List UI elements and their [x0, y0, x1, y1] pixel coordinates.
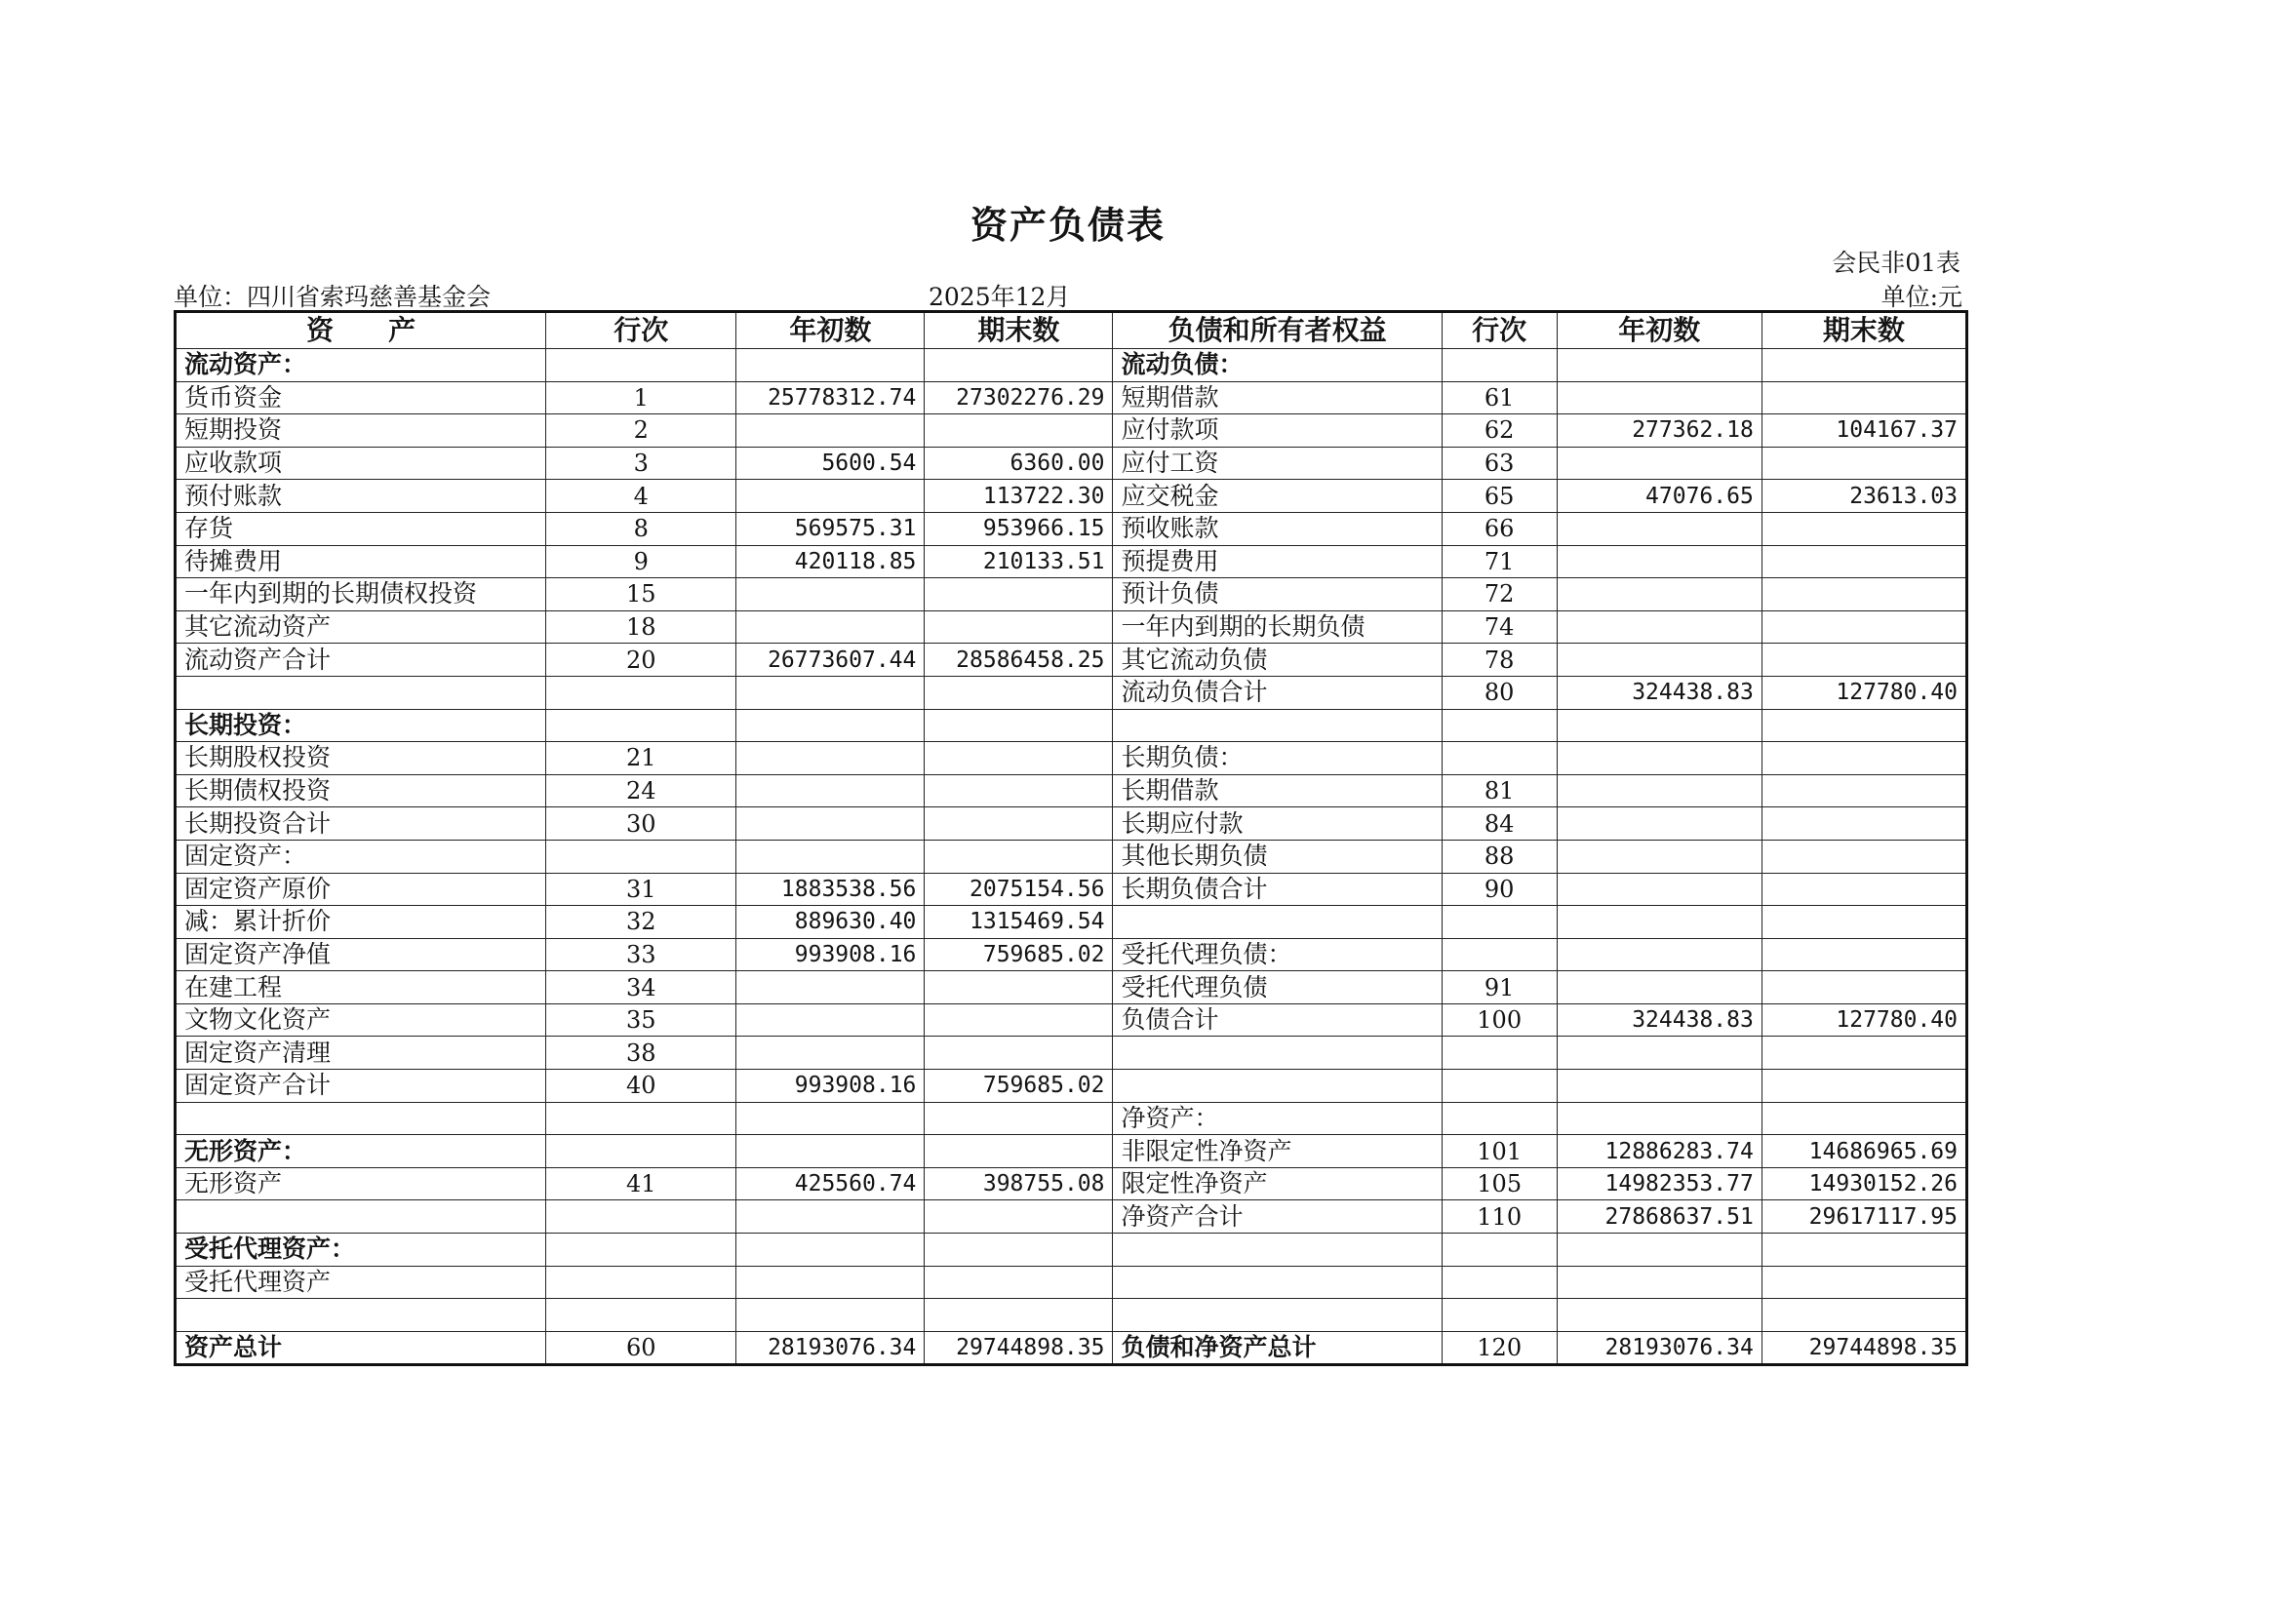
liability-begin-cell	[1557, 512, 1762, 545]
table-row	[176, 349, 1967, 382]
liability-name-cell: 受托代理负债	[1113, 971, 1442, 1004]
table-row	[176, 1070, 1967, 1103]
liability-begin-cell	[1557, 971, 1762, 1004]
liability-line-cell	[1442, 709, 1557, 742]
liability-line-cell: 120	[1442, 1331, 1557, 1365]
liability-begin-cell	[1557, 906, 1762, 939]
liability-line-cell: 66	[1442, 512, 1557, 545]
liability-end-cell	[1762, 1266, 1966, 1299]
liability-begin-cell	[1557, 545, 1762, 578]
asset-begin-cell	[736, 349, 925, 382]
asset-end-cell	[925, 742, 1113, 775]
asset-name-cell: 其它流动资产	[176, 610, 546, 644]
asset-line-cell: 33	[546, 938, 736, 971]
liability-name-cell: 限定性净资产	[1113, 1167, 1442, 1200]
liability-end-cell	[1762, 1102, 1966, 1135]
asset-name-cell: 固定资产清理	[176, 1037, 546, 1070]
liability-line-cell	[1442, 1037, 1557, 1070]
header-liabilities: 负债和所有者权益	[1113, 312, 1442, 349]
liability-name-cell	[1113, 709, 1442, 742]
liability-line-cell: 74	[1442, 610, 1557, 644]
table-row	[176, 644, 1967, 677]
liability-begin-cell	[1557, 610, 1762, 644]
asset-begin-cell: 5600.54	[736, 447, 925, 480]
table-row	[176, 1331, 1967, 1365]
liability-name-cell: 预计负债	[1113, 578, 1442, 611]
liability-line-cell: 100	[1442, 1003, 1557, 1037]
liability-name-cell	[1113, 1037, 1442, 1070]
liability-line-cell: 90	[1442, 873, 1557, 906]
liability-begin-cell	[1557, 709, 1762, 742]
asset-begin-cell	[736, 676, 925, 709]
asset-name-cell: 固定资产合计	[176, 1070, 546, 1103]
asset-line-cell: 4	[546, 480, 736, 513]
asset-name-cell: 固定资产净值	[176, 938, 546, 971]
asset-end-cell	[925, 1003, 1113, 1037]
asset-begin-cell: 889630.40	[736, 906, 925, 939]
liability-name-cell: 长期负债：	[1113, 742, 1442, 775]
liability-name-cell: 流动负债合计	[1113, 676, 1442, 709]
liability-name-cell: 应付款项	[1113, 414, 1442, 448]
liability-line-cell	[1442, 1266, 1557, 1299]
asset-end-cell	[925, 1135, 1113, 1168]
liability-name-cell: 其它流动负债	[1113, 644, 1442, 677]
asset-name-cell: 短期投资	[176, 414, 546, 448]
liability-name-cell	[1113, 1266, 1442, 1299]
liability-end-cell	[1762, 1234, 1966, 1267]
liability-end-cell	[1762, 1037, 1966, 1070]
liability-end-cell	[1762, 644, 1966, 677]
header-line: 行次	[546, 312, 736, 349]
liability-end-cell	[1762, 840, 1966, 873]
asset-begin-cell: 420118.85	[736, 545, 925, 578]
asset-line-cell: 34	[546, 971, 736, 1004]
liability-begin-cell: 277362.18	[1557, 414, 1762, 448]
asset-line-cell: 20	[546, 644, 736, 677]
asset-line-cell	[546, 1266, 736, 1299]
form-code: 会民非01表	[1832, 249, 1960, 277]
table-header-row	[176, 312, 1967, 349]
table-row	[176, 480, 1967, 513]
asset-name-cell: 存货	[176, 512, 546, 545]
asset-line-cell: 31	[546, 873, 736, 906]
asset-begin-cell	[736, 774, 925, 807]
asset-end-cell: 1315469.54	[925, 906, 1113, 939]
asset-line-cell	[546, 676, 736, 709]
header-end-2: 期末数	[1762, 312, 1966, 349]
table-row	[176, 610, 1967, 644]
asset-line-cell	[546, 840, 736, 873]
liability-line-cell: 80	[1442, 676, 1557, 709]
asset-end-cell	[925, 840, 1113, 873]
table-row	[176, 414, 1967, 448]
asset-begin-cell	[736, 578, 925, 611]
liability-end-cell	[1762, 774, 1966, 807]
asset-end-cell	[925, 774, 1113, 807]
asset-end-cell	[925, 1299, 1113, 1332]
asset-name-cell: 减：累计折价	[176, 906, 546, 939]
asset-line-cell: 3	[546, 447, 736, 480]
liability-end-cell: 127780.40	[1762, 1003, 1966, 1037]
liability-end-cell	[1762, 971, 1966, 1004]
liability-begin-cell	[1557, 807, 1762, 841]
header-asset: 资 产	[176, 312, 546, 349]
liability-line-cell: 81	[1442, 774, 1557, 807]
asset-end-cell: 113722.30	[925, 480, 1113, 513]
liability-begin-cell	[1557, 381, 1762, 414]
asset-name-cell: 受托代理资产	[176, 1266, 546, 1299]
table-row	[176, 1266, 1967, 1299]
asset-end-cell	[925, 610, 1113, 644]
asset-begin-cell	[736, 480, 925, 513]
asset-line-cell: 40	[546, 1070, 736, 1103]
liability-end-cell	[1762, 906, 1966, 939]
asset-line-cell	[546, 709, 736, 742]
liability-end-cell: 29617117.95	[1762, 1200, 1966, 1234]
asset-begin-cell	[736, 1200, 925, 1234]
asset-begin-cell	[736, 1234, 925, 1267]
asset-end-cell	[925, 414, 1113, 448]
liability-name-cell: 其他长期负债	[1113, 840, 1442, 873]
asset-name-cell	[176, 1102, 546, 1135]
liability-line-cell: 91	[1442, 971, 1557, 1004]
asset-begin-cell	[736, 709, 925, 742]
liability-line-cell: 61	[1442, 381, 1557, 414]
asset-begin-cell	[736, 1135, 925, 1168]
asset-begin-cell	[736, 742, 925, 775]
asset-end-cell	[925, 1234, 1113, 1267]
liability-begin-cell	[1557, 1037, 1762, 1070]
asset-name-cell: 长期股权投资	[176, 742, 546, 775]
liability-end-cell: 127780.40	[1762, 676, 1966, 709]
liability-end-cell	[1762, 938, 1966, 971]
organization-unit: 单位：四川省索玛慈善基金会	[174, 283, 492, 311]
table-row	[176, 840, 1967, 873]
liability-end-cell	[1762, 381, 1966, 414]
asset-line-cell: 21	[546, 742, 736, 775]
asset-name-cell: 应收款项	[176, 447, 546, 480]
asset-name-cell: 无形资产：	[176, 1135, 546, 1168]
liability-end-cell	[1762, 709, 1966, 742]
asset-line-cell: 38	[546, 1037, 736, 1070]
asset-end-cell	[925, 807, 1113, 841]
liability-name-cell: 长期负债合计	[1113, 873, 1442, 906]
table-row	[176, 906, 1967, 939]
table-row	[176, 1037, 1967, 1070]
liability-begin-cell	[1557, 578, 1762, 611]
asset-end-cell: 27302276.29	[925, 381, 1113, 414]
asset-begin-cell: 425560.74	[736, 1167, 925, 1200]
table-row	[176, 447, 1967, 480]
liability-name-cell	[1113, 906, 1442, 939]
asset-line-cell	[546, 1200, 736, 1234]
table-row	[176, 938, 1967, 971]
liability-line-cell	[1442, 1102, 1557, 1135]
asset-line-cell: 8	[546, 512, 736, 545]
liability-line-cell	[1442, 349, 1557, 382]
balance-sheet-table	[174, 310, 1968, 1366]
liability-end-cell: 14930152.26	[1762, 1167, 1966, 1200]
asset-begin-cell: 993908.16	[736, 1070, 925, 1103]
table-row	[176, 1003, 1967, 1037]
table-body	[176, 349, 1967, 1365]
liability-name-cell: 应付工资	[1113, 447, 1442, 480]
liability-name-cell	[1113, 1299, 1442, 1332]
liability-line-cell	[1442, 938, 1557, 971]
asset-name-cell: 文物文化资产	[176, 1003, 546, 1037]
liability-begin-cell: 27868637.51	[1557, 1200, 1762, 1234]
liability-begin-cell	[1557, 1234, 1762, 1267]
liability-begin-cell	[1557, 1266, 1762, 1299]
liability-end-cell	[1762, 578, 1966, 611]
table-row	[176, 1135, 1967, 1168]
asset-line-cell	[546, 1102, 736, 1135]
asset-end-cell	[925, 971, 1113, 1004]
asset-name-cell: 货币资金	[176, 381, 546, 414]
asset-begin-cell: 28193076.34	[736, 1331, 925, 1365]
asset-begin-cell	[736, 1266, 925, 1299]
liability-line-cell: 72	[1442, 578, 1557, 611]
table-row	[176, 1167, 1967, 1200]
table-row	[176, 578, 1967, 611]
asset-begin-cell: 993908.16	[736, 938, 925, 971]
asset-begin-cell	[736, 1037, 925, 1070]
liability-end-cell	[1762, 807, 1966, 841]
liability-name-cell: 预收账款	[1113, 512, 1442, 545]
liability-name-cell: 短期借款	[1113, 381, 1442, 414]
liability-line-cell: 101	[1442, 1135, 1557, 1168]
header-end: 期末数	[925, 312, 1113, 349]
liability-line-cell	[1442, 1234, 1557, 1267]
liability-begin-cell: 324438.83	[1557, 676, 1762, 709]
liability-end-cell	[1762, 349, 1966, 382]
asset-name-cell	[176, 676, 546, 709]
asset-begin-cell	[736, 414, 925, 448]
asset-begin-cell: 26773607.44	[736, 644, 925, 677]
asset-name-cell: 长期投资合计	[176, 807, 546, 841]
asset-end-cell: 398755.08	[925, 1167, 1113, 1200]
asset-end-cell	[925, 349, 1113, 382]
liability-begin-cell: 324438.83	[1557, 1003, 1762, 1037]
asset-name-cell: 长期投资：	[176, 709, 546, 742]
asset-begin-cell: 569575.31	[736, 512, 925, 545]
asset-name-cell: 在建工程	[176, 971, 546, 1004]
liability-line-cell	[1442, 1299, 1557, 1332]
asset-name-cell	[176, 1200, 546, 1234]
asset-name-cell: 预付账款	[176, 480, 546, 513]
asset-line-cell: 60	[546, 1331, 736, 1365]
table-row	[176, 676, 1967, 709]
table-row	[176, 971, 1967, 1004]
asset-begin-cell: 1883538.56	[736, 873, 925, 906]
liability-begin-cell	[1557, 938, 1762, 971]
liability-name-cell: 长期借款	[1113, 774, 1442, 807]
asset-end-cell: 953966.15	[925, 512, 1113, 545]
liability-begin-cell	[1557, 840, 1762, 873]
liability-end-cell: 29744898.35	[1762, 1331, 1966, 1365]
liability-end-cell	[1762, 447, 1966, 480]
asset-end-cell	[925, 1266, 1113, 1299]
header-begin-2: 年初数	[1557, 312, 1762, 349]
asset-end-cell	[925, 1200, 1113, 1234]
liability-end-cell	[1762, 1070, 1966, 1103]
asset-line-cell: 35	[546, 1003, 736, 1037]
liability-begin-cell: 47076.65	[1557, 480, 1762, 513]
asset-line-cell: 15	[546, 578, 736, 611]
liability-end-cell	[1762, 742, 1966, 775]
asset-line-cell	[546, 349, 736, 382]
asset-begin-cell	[736, 971, 925, 1004]
liability-name-cell	[1113, 1070, 1442, 1103]
liability-name-cell: 长期应付款	[1113, 807, 1442, 841]
asset-begin-cell	[736, 1102, 925, 1135]
asset-name-cell: 固定资产原价	[176, 873, 546, 906]
report-period: 2025年12月	[929, 283, 1071, 311]
asset-end-cell: 28586458.25	[925, 644, 1113, 677]
asset-name-cell: 待摊费用	[176, 545, 546, 578]
asset-line-cell: 24	[546, 774, 736, 807]
table-row	[176, 381, 1967, 414]
liability-begin-cell	[1557, 873, 1762, 906]
asset-end-cell	[925, 1037, 1113, 1070]
liability-name-cell: 一年内到期的长期负债	[1113, 610, 1442, 644]
asset-line-cell: 1	[546, 381, 736, 414]
asset-name-cell: 流动资产合计	[176, 644, 546, 677]
meta-row	[174, 278, 1962, 311]
table-row	[176, 774, 1967, 807]
liability-end-cell	[1762, 512, 1966, 545]
liability-begin-cell	[1557, 644, 1762, 677]
liability-end-cell	[1762, 1299, 1966, 1332]
asset-end-cell: 759685.02	[925, 938, 1113, 971]
asset-begin-cell: 25778312.74	[736, 381, 925, 414]
asset-begin-cell	[736, 1299, 925, 1332]
header-line-2: 行次	[1442, 312, 1557, 349]
liability-name-cell: 应交税金	[1113, 480, 1442, 513]
liability-line-cell: 65	[1442, 480, 1557, 513]
liability-end-cell: 14686965.69	[1762, 1135, 1966, 1168]
liability-begin-cell: 28193076.34	[1557, 1331, 1762, 1365]
liability-line-cell: 78	[1442, 644, 1557, 677]
table-row	[176, 807, 1967, 841]
liability-end-cell: 23613.03	[1762, 480, 1966, 513]
table-row	[176, 512, 1967, 545]
liability-begin-cell	[1557, 1102, 1762, 1135]
liability-begin-cell	[1557, 1070, 1762, 1103]
asset-begin-cell	[736, 807, 925, 841]
liability-line-cell: 71	[1442, 545, 1557, 578]
liability-end-cell	[1762, 610, 1966, 644]
table-row	[176, 545, 1967, 578]
asset-line-cell: 30	[546, 807, 736, 841]
asset-line-cell: 32	[546, 906, 736, 939]
asset-line-cell	[546, 1135, 736, 1168]
table-row	[176, 742, 1967, 775]
asset-end-cell	[925, 1102, 1113, 1135]
table-row	[176, 1200, 1967, 1234]
asset-end-cell	[925, 709, 1113, 742]
liability-line-cell	[1442, 906, 1557, 939]
liability-line-cell: 105	[1442, 1167, 1557, 1200]
asset-end-cell: 29744898.35	[925, 1331, 1113, 1365]
asset-end-cell: 210133.51	[925, 545, 1113, 578]
header-begin: 年初数	[736, 312, 925, 349]
liability-name-cell: 负债合计	[1113, 1003, 1442, 1037]
table-row	[176, 873, 1967, 906]
asset-line-cell: 41	[546, 1167, 736, 1200]
asset-name-cell: 无形资产	[176, 1167, 546, 1200]
liability-end-cell	[1762, 873, 1966, 906]
liability-name-cell: 净资产：	[1113, 1102, 1442, 1135]
liability-name-cell: 预提费用	[1113, 545, 1442, 578]
liability-begin-cell	[1557, 774, 1762, 807]
asset-end-cell: 6360.00	[925, 447, 1113, 480]
asset-end-cell: 759685.02	[925, 1070, 1113, 1103]
liability-name-cell: 非限定性净资产	[1113, 1135, 1442, 1168]
asset-name-cell: 受托代理资产：	[176, 1234, 546, 1267]
liability-end-cell: 104167.37	[1762, 414, 1966, 448]
table-row	[176, 1299, 1967, 1332]
liability-line-cell	[1442, 1070, 1557, 1103]
page-title: 资产负债表	[970, 203, 1166, 247]
liability-line-cell: 84	[1442, 807, 1557, 841]
liability-name-cell: 受托代理负债：	[1113, 938, 1442, 971]
currency-unit: 单位:元	[1880, 283, 1962, 311]
asset-name-cell: 资产总计	[176, 1331, 546, 1365]
asset-line-cell: 9	[546, 545, 736, 578]
asset-line-cell	[546, 1234, 736, 1267]
asset-end-cell	[925, 676, 1113, 709]
asset-name-cell: 长期债权投资	[176, 774, 546, 807]
liability-name-cell	[1113, 1234, 1442, 1267]
liability-begin-cell	[1557, 742, 1762, 775]
liability-name-cell: 流动负债：	[1113, 349, 1442, 382]
liability-begin-cell	[1557, 349, 1762, 382]
liability-line-cell: 63	[1442, 447, 1557, 480]
table-row	[176, 709, 1967, 742]
liability-begin-cell: 14982353.77	[1557, 1167, 1762, 1200]
liability-line-cell: 88	[1442, 840, 1557, 873]
asset-end-cell: 2075154.56	[925, 873, 1113, 906]
table-row	[176, 1234, 1967, 1267]
asset-name-cell: 流动资产：	[176, 349, 546, 382]
asset-name-cell: 一年内到期的长期债权投资	[176, 578, 546, 611]
asset-begin-cell	[736, 1003, 925, 1037]
asset-line-cell: 2	[546, 414, 736, 448]
liability-begin-cell	[1557, 447, 1762, 480]
liability-line-cell: 62	[1442, 414, 1557, 448]
liability-name-cell: 负债和净资产总计	[1113, 1331, 1442, 1365]
asset-begin-cell	[736, 610, 925, 644]
asset-begin-cell	[736, 840, 925, 873]
asset-end-cell	[925, 578, 1113, 611]
liability-begin-cell: 12886283.74	[1557, 1135, 1762, 1168]
asset-line-cell	[546, 1299, 736, 1332]
liability-line-cell: 110	[1442, 1200, 1557, 1234]
liability-begin-cell	[1557, 1299, 1762, 1332]
asset-line-cell: 18	[546, 610, 736, 644]
liability-end-cell	[1762, 545, 1966, 578]
liability-name-cell: 净资产合计	[1113, 1200, 1442, 1234]
table-row	[176, 1102, 1967, 1135]
asset-name-cell: 固定资产：	[176, 840, 546, 873]
liability-line-cell	[1442, 742, 1557, 775]
asset-name-cell	[176, 1299, 546, 1332]
